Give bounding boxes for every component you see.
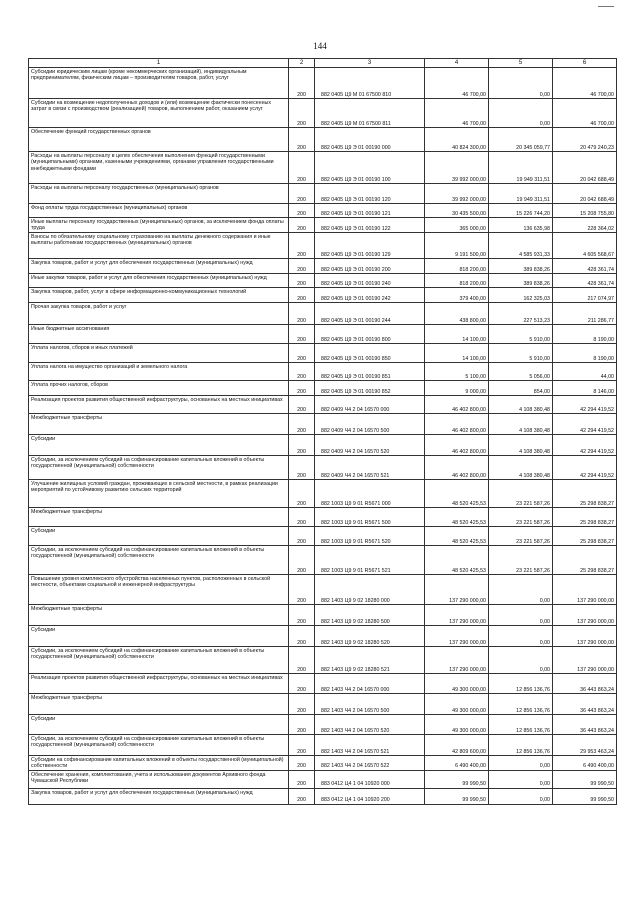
row-executed: 23 221 587,26 — [489, 508, 553, 527]
table-row — [29, 128, 617, 152]
row-name: Субсидии, за исключением субсидий на софинансирование капитальных вложений в объекты государственной (муниципальной) собственности — [29, 735, 289, 756]
row-line-code: 200 — [289, 715, 315, 735]
table-row — [29, 288, 617, 303]
row-remaining: 8 190,00 — [553, 344, 617, 363]
row-line-code: 200 — [289, 756, 315, 771]
row-remaining: 6 490 400,00 — [553, 756, 617, 771]
row-line-code: 200 — [289, 344, 315, 363]
row-approved: 48 520 425,53 — [425, 546, 489, 575]
row-remaining: 8 146,00 — [553, 381, 617, 396]
row-approved: 49 300 000,00 — [425, 715, 489, 735]
table-row — [29, 381, 617, 396]
row-name: Обеспечение функций государственных органов — [29, 128, 289, 152]
row-budget-code: 882 0405 Ц9 М 01 67500 810 — [315, 68, 425, 99]
row-name: Прочая закупка товаров, работ и услуг — [29, 303, 289, 325]
row-line-code: 200 — [289, 694, 315, 715]
row-line-code: 200 — [289, 647, 315, 674]
row-approved: 42 809 600,00 — [425, 735, 489, 756]
table-row — [29, 770, 617, 788]
row-name: Улучшение жилищных условий граждан, проживающих в сельской местности, в рамках реализации мероприятий по устойчивому развитию сельских территорий — [29, 480, 289, 508]
row-executed: 0,00 — [489, 788, 553, 804]
row-executed: 162 325,03 — [489, 288, 553, 303]
row-name: Расходы на выплаты персоналу государственных (муниципальных) органов — [29, 184, 289, 204]
row-approved: 49 300 000,00 — [425, 674, 489, 694]
row-remaining: 42 294 419,52 — [553, 414, 617, 435]
row-remaining: 42 294 419,52 — [553, 435, 617, 456]
header-col-1: 1 — [29, 59, 289, 68]
table-row — [29, 605, 617, 626]
row-line-code: 200 — [289, 674, 315, 694]
table-row — [29, 546, 617, 575]
table-row — [29, 204, 617, 218]
row-budget-code: 882 1403 Ч4 2 04 16570 522 — [315, 756, 425, 771]
row-budget-code: 882 0405 Ц9 Э 01 00190 129 — [315, 233, 425, 259]
row-name: Реализация проектов развития общественной инфраструктуры, основанных на местных инициативах — [29, 674, 289, 694]
row-executed: 19 949 311,51 — [489, 152, 553, 184]
row-executed: 12 856 136,76 — [489, 674, 553, 694]
row-line-code: 200 — [289, 325, 315, 344]
row-line-code: 200 — [289, 605, 315, 626]
row-budget-code: 882 0405 Ц9 Э 01 00190 851 — [315, 363, 425, 381]
table-body — [29, 68, 617, 805]
row-remaining: 20 042 688,49 — [553, 152, 617, 184]
row-line-code: 200 — [289, 788, 315, 804]
row-remaining: 46 700,00 — [553, 68, 617, 99]
table-row — [29, 735, 617, 756]
header-row — [29, 59, 617, 68]
row-budget-code: 882 0405 Ц9 Э 01 00190 242 — [315, 288, 425, 303]
row-name: Обеспечение хранения, комплектования, учета и использования документов Архивного фонда Чувашской Республики — [29, 770, 289, 788]
row-executed: 5 056,00 — [489, 363, 553, 381]
row-line-code: 200 — [289, 575, 315, 605]
row-approved: 48 520 425,53 — [425, 480, 489, 508]
row-executed: 23 221 587,26 — [489, 546, 553, 575]
row-budget-code: 882 0405 Ц9 Э 01 00190 800 — [315, 325, 425, 344]
table-row — [29, 647, 617, 674]
row-approved: 6 490 400,00 — [425, 756, 489, 771]
table-row — [29, 756, 617, 771]
row-line-code: 200 — [289, 218, 315, 233]
row-remaining: 25 298 838,27 — [553, 546, 617, 575]
row-name: Иные закупки товаров, работ и услуг для обеспечения государственных (муниципальных) нужд — [29, 274, 289, 288]
row-executed: 4 108 380,48 — [489, 456, 553, 480]
row-approved: 365 000,00 — [425, 218, 489, 233]
row-line-code: 200 — [289, 770, 315, 788]
row-approved: 137 290 000,00 — [425, 575, 489, 605]
row-name: Фонд оплаты труда государственных (муниципальных) органов — [29, 204, 289, 218]
row-budget-code: 883 0412 Ц4 1 04 10920 200 — [315, 788, 425, 804]
row-line-code: 200 — [289, 274, 315, 288]
row-remaining: 217 074,97 — [553, 288, 617, 303]
row-remaining: 46 700,00 — [553, 99, 617, 128]
row-budget-code: 882 1403 Ц9 9 02 18280 000 — [315, 575, 425, 605]
table-row — [29, 694, 617, 715]
row-line-code: 200 — [289, 128, 315, 152]
row-approved: 14 100,00 — [425, 344, 489, 363]
row-name: Субсидии на софинансирование капитальных вложений в объекты государственной (муниципальной) собственности — [29, 756, 289, 771]
row-remaining: 137 290 000,00 — [553, 626, 617, 647]
row-name: Субсидии, за исключением субсидий на софинансирование капитальных вложений в объекты государственной (муниципальной) собственности — [29, 647, 289, 674]
top-rule — [598, 6, 614, 7]
table-row — [29, 363, 617, 381]
row-budget-code: 882 1003 Ц9 9 01 R5671 000 — [315, 480, 425, 508]
row-name: Повышение уровня комплексного обустройства населенных пунктов, расположенных в сельской местности, объектами социальной и инженерной инфраструктуры — [29, 575, 289, 605]
row-executed: 0,00 — [489, 575, 553, 605]
row-name: Взносы по обязательному социальному страхованию на выплаты денежного содержания и иные выплаты работникам государственных (муниципальных) органов — [29, 233, 289, 259]
row-approved: 137 290 000,00 — [425, 605, 489, 626]
row-executed: 19 949 311,51 — [489, 184, 553, 204]
table-row — [29, 152, 617, 184]
row-budget-code: 882 1403 Ч4 2 04 16570 000 — [315, 674, 425, 694]
row-remaining: 36 443 863,24 — [553, 674, 617, 694]
row-name: Субсидии — [29, 435, 289, 456]
row-approved: 438 800,00 — [425, 303, 489, 325]
row-budget-code: 882 1403 Ц9 9 02 18280 500 — [315, 605, 425, 626]
table-row — [29, 233, 617, 259]
table-row — [29, 99, 617, 128]
row-approved: 46 402 800,00 — [425, 456, 489, 480]
row-remaining: 36 443 863,24 — [553, 715, 617, 735]
row-budget-code: 882 0405 Ц9 Э 01 00190 240 — [315, 274, 425, 288]
row-budget-code: 882 0405 Ц9 Э 01 00190 120 — [315, 184, 425, 204]
row-remaining: 428 361,74 — [553, 274, 617, 288]
row-approved: 379 400,00 — [425, 288, 489, 303]
row-approved: 48 520 425,53 — [425, 527, 489, 546]
row-executed: 12 856 136,76 — [489, 694, 553, 715]
row-approved: 137 290 000,00 — [425, 647, 489, 674]
row-remaining: 8 190,00 — [553, 325, 617, 344]
row-budget-code: 882 0405 Ц9 Э 01 00190 000 — [315, 128, 425, 152]
row-remaining: 137 290 000,00 — [553, 575, 617, 605]
row-remaining: 29 953 463,24 — [553, 735, 617, 756]
row-approved: 49 300 000,00 — [425, 694, 489, 715]
row-remaining: 137 290 000,00 — [553, 647, 617, 674]
budget-table — [28, 58, 617, 805]
row-approved: 30 435 500,00 — [425, 204, 489, 218]
row-approved: 46 402 800,00 — [425, 396, 489, 414]
row-remaining: 137 290 000,00 — [553, 605, 617, 626]
row-executed: 0,00 — [489, 626, 553, 647]
row-budget-code: 882 0405 Ц9 М 01 67500 811 — [315, 99, 425, 128]
row-remaining: 36 443 863,24 — [553, 694, 617, 715]
row-name: Уплата налогов, сборов и иных платежей — [29, 344, 289, 363]
table-row — [29, 715, 617, 735]
row-executed: 4 108 380,48 — [489, 396, 553, 414]
table-row — [29, 788, 617, 804]
row-line-code: 200 — [289, 233, 315, 259]
row-name: Межбюджетные трансферты — [29, 605, 289, 626]
row-name: Уплата прочих налогов, сборов — [29, 381, 289, 396]
row-remaining: 42 294 419,52 — [553, 396, 617, 414]
header-col-2: 2 — [289, 59, 315, 68]
row-executed: 23 221 587,26 — [489, 527, 553, 546]
table-row — [29, 218, 617, 233]
row-name: Межбюджетные трансферты — [29, 414, 289, 435]
row-name: Субсидии — [29, 715, 289, 735]
table-row — [29, 508, 617, 527]
row-name: Субсидии — [29, 626, 289, 647]
table-row — [29, 456, 617, 480]
row-line-code: 200 — [289, 288, 315, 303]
row-line-code: 200 — [289, 546, 315, 575]
row-budget-code: 882 1403 Ч4 2 04 16570 521 — [315, 735, 425, 756]
row-name: Уплата налога на имущество организаций и земельного налога — [29, 363, 289, 381]
row-remaining: 20 479 240,23 — [553, 128, 617, 152]
row-approved: 40 824 300,00 — [425, 128, 489, 152]
table-row — [29, 414, 617, 435]
row-executed: 227 513,23 — [489, 303, 553, 325]
row-name: Субсидии, за исключением субсидий на софинансирование капитальных вложений в объекты государственной (муниципальной) собственности — [29, 546, 289, 575]
table-row — [29, 626, 617, 647]
row-name: Иные выплаты персоналу государственных (муниципальных) органов, за исключением фонда оплаты труда — [29, 218, 289, 233]
row-remaining: 25 298 838,27 — [553, 527, 617, 546]
row-line-code: 200 — [289, 303, 315, 325]
row-remaining: 15 208 755,80 — [553, 204, 617, 218]
table-row — [29, 68, 617, 99]
table-row — [29, 344, 617, 363]
row-budget-code: 882 0409 Ч4 2 04 16570 000 — [315, 396, 425, 414]
row-name: Закупка товаров, работ и услуг для обеспечения государственных (муниципальных) нужд — [29, 788, 289, 804]
row-budget-code: 882 1003 Ц9 9 01 R5671 520 — [315, 527, 425, 546]
table-row — [29, 396, 617, 414]
row-approved: 14 100,00 — [425, 325, 489, 344]
page-number: 144 — [313, 41, 327, 51]
table-row — [29, 259, 617, 274]
header-col-3: 3 — [315, 59, 425, 68]
row-name: Межбюджетные трансферты — [29, 694, 289, 715]
row-remaining: 25 298 838,27 — [553, 480, 617, 508]
row-budget-code: 883 0412 Ц4 1 04 10920 000 — [315, 770, 425, 788]
row-executed: 0,00 — [489, 68, 553, 99]
row-executed: 12 856 136,76 — [489, 715, 553, 735]
row-line-code: 200 — [289, 414, 315, 435]
row-name: Расходы на выплаты персоналу в целях обеспечения выполнения функций государственными (муниципальными) органами, казенными учреждениями, органами управления государственными внебюджетными фондами — [29, 152, 289, 184]
row-name: Субсидии юридическим лицам (кроме некоммерческих организаций), индивидуальным предпринимателям, физическим лицам – производителям товаров, работ, услуг — [29, 68, 289, 99]
row-approved: 46 700,00 — [425, 99, 489, 128]
row-remaining: 99 990,50 — [553, 770, 617, 788]
row-budget-code: 882 1003 Ц9 9 01 R5671 500 — [315, 508, 425, 527]
table-row — [29, 674, 617, 694]
row-executed: 4 585 931,33 — [489, 233, 553, 259]
row-name: Реализация проектов развития общественной инфраструктуры, основанных на местных инициативах — [29, 396, 289, 414]
row-executed: 136 635,98 — [489, 218, 553, 233]
row-budget-code: 882 0405 Ц9 Э 01 00190 122 — [315, 218, 425, 233]
row-approved: 99 990,50 — [425, 788, 489, 804]
row-approved: 818 200,00 — [425, 274, 489, 288]
row-budget-code: 882 1403 Ч4 2 04 16570 500 — [315, 694, 425, 715]
row-budget-code: 882 1003 Ц9 9 01 R5671 521 — [315, 546, 425, 575]
row-line-code: 200 — [289, 735, 315, 756]
row-executed: 23 221 587,26 — [489, 480, 553, 508]
row-approved: 48 520 425,53 — [425, 508, 489, 527]
row-approved: 39 992 000,00 — [425, 184, 489, 204]
row-line-code: 200 — [289, 480, 315, 508]
row-approved: 46 700,00 — [425, 68, 489, 99]
row-name: Иные бюджетные ассигнования — [29, 325, 289, 344]
table-row — [29, 274, 617, 288]
row-approved: 5 100,00 — [425, 363, 489, 381]
row-approved: 46 402 800,00 — [425, 435, 489, 456]
row-executed: 389 838,26 — [489, 274, 553, 288]
row-remaining: 228 364,02 — [553, 218, 617, 233]
row-executed: 4 108 380,48 — [489, 414, 553, 435]
row-remaining: 99 990,50 — [553, 788, 617, 804]
row-budget-code: 882 1403 Ц9 9 02 18280 520 — [315, 626, 425, 647]
table-row — [29, 325, 617, 344]
row-budget-code: 882 0405 Ц9 Э 01 00190 200 — [315, 259, 425, 274]
row-line-code: 200 — [289, 508, 315, 527]
row-line-code: 200 — [289, 527, 315, 546]
row-line-code: 200 — [289, 99, 315, 128]
row-remaining: 44,00 — [553, 363, 617, 381]
table-row — [29, 303, 617, 325]
row-budget-code: 882 0409 Ч4 2 04 16570 521 — [315, 456, 425, 480]
row-budget-code: 882 1403 Ч4 2 04 16570 520 — [315, 715, 425, 735]
table-row — [29, 575, 617, 605]
row-approved: 9 000,00 — [425, 381, 489, 396]
row-line-code: 200 — [289, 435, 315, 456]
row-executed: 20 345 059,77 — [489, 128, 553, 152]
row-executed: 5 910,00 — [489, 344, 553, 363]
table-row — [29, 527, 617, 546]
row-executed: 0,00 — [489, 770, 553, 788]
row-approved: 9 191 500,00 — [425, 233, 489, 259]
row-executed: 0,00 — [489, 647, 553, 674]
row-budget-code: 882 0409 Ч4 2 04 16570 520 — [315, 435, 425, 456]
row-budget-code: 882 0405 Ц9 Э 01 00190 100 — [315, 152, 425, 184]
table-row — [29, 480, 617, 508]
row-executed: 389 838,26 — [489, 259, 553, 274]
row-executed: 15 226 744,20 — [489, 204, 553, 218]
row-budget-code: 882 1403 Ц9 9 02 18280 521 — [315, 647, 425, 674]
row-budget-code: 882 0405 Ц9 Э 01 00190 852 — [315, 381, 425, 396]
row-budget-code: 882 0409 Ч4 2 04 16570 500 — [315, 414, 425, 435]
row-name: Межбюджетные трансферты — [29, 508, 289, 527]
table-row — [29, 184, 617, 204]
row-budget-code: 882 0405 Ц9 Э 01 00190 850 — [315, 344, 425, 363]
row-budget-code: 882 0405 Ц9 Э 01 00190 121 — [315, 204, 425, 218]
row-remaining: 42 294 419,52 — [553, 456, 617, 480]
row-remaining: 428 361,74 — [553, 259, 617, 274]
row-line-code: 200 — [289, 626, 315, 647]
row-remaining: 25 298 838,27 — [553, 508, 617, 527]
row-executed: 0,00 — [489, 605, 553, 626]
row-executed: 4 108 380,48 — [489, 435, 553, 456]
row-approved: 46 402 800,00 — [425, 414, 489, 435]
row-name: Субсидии, за исключением субсидий на софинансирование капитальных вложений в объекты государственной (муниципальной) собственности — [29, 456, 289, 480]
row-executed: 12 856 136,76 — [489, 735, 553, 756]
row-executed: 854,00 — [489, 381, 553, 396]
row-executed: 0,00 — [489, 756, 553, 771]
row-budget-code: 882 0405 Ц9 Э 01 00190 244 — [315, 303, 425, 325]
table-row — [29, 435, 617, 456]
row-approved: 99 990,50 — [425, 770, 489, 788]
row-executed: 5 910,00 — [489, 325, 553, 344]
row-line-code: 200 — [289, 363, 315, 381]
header-col-4: 4 — [425, 59, 489, 68]
row-line-code: 200 — [289, 184, 315, 204]
row-line-code: 200 — [289, 456, 315, 480]
row-name: Субсидии на возмещение недополученных доходов и (или) возмещение фактически понесенных затрат в связи с производством (реализацией) товаров, выполнением работ, оказанием услуг — [29, 99, 289, 128]
row-approved: 818 200,00 — [425, 259, 489, 274]
row-approved: 137 290 000,00 — [425, 626, 489, 647]
row-name: Закупка товаров, работ и услуг для обеспечения государственных (муниципальных) нужд — [29, 259, 289, 274]
row-line-code: 200 — [289, 259, 315, 274]
row-line-code: 200 — [289, 68, 315, 99]
row-approved: 39 992 000,00 — [425, 152, 489, 184]
row-remaining: 20 042 688,49 — [553, 184, 617, 204]
row-line-code: 200 — [289, 396, 315, 414]
header-col-6: 6 — [553, 59, 617, 68]
row-line-code: 200 — [289, 204, 315, 218]
row-name: Субсидии — [29, 527, 289, 546]
row-name: Закупка товаров, работ, услуг в сфере информационно-коммуникационных технологий — [29, 288, 289, 303]
row-remaining: 4 605 568,67 — [553, 233, 617, 259]
row-line-code: 200 — [289, 152, 315, 184]
row-executed: 0,00 — [489, 99, 553, 128]
header-col-5: 5 — [489, 59, 553, 68]
row-remaining: 211 286,77 — [553, 303, 617, 325]
row-line-code: 200 — [289, 381, 315, 396]
